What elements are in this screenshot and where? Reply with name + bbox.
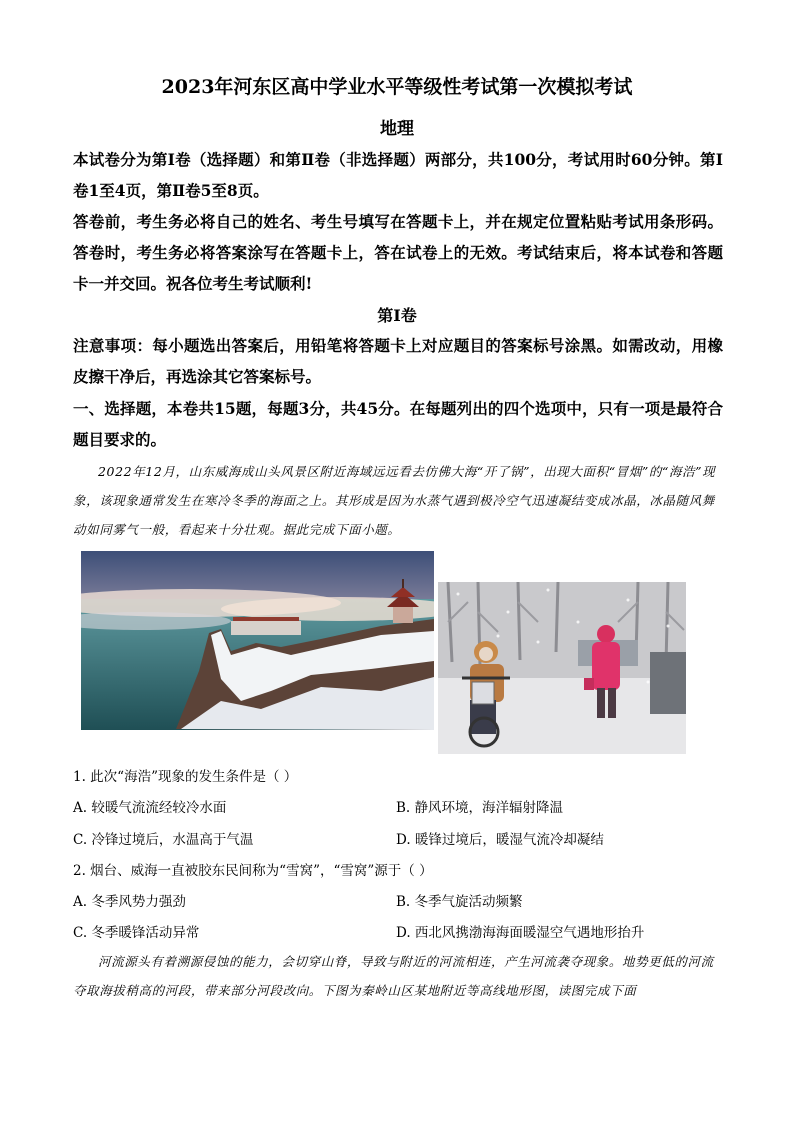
exam-intro-2: 答卷前，考生务必将自己的姓名、考生号填写在答题卡上，并在规定位置粘贴考试用条形码。答卷时，考生务必将答案涂写在答题卡上，答在试卷上的无效。考试结束后，将本试卷和答题卡一并交回。祝各位考生考试顺利! (73, 212, 723, 293)
notice: 注意事项：每小题选出答案后，用铅笔将答题卡上对应题目的答案标号涂黑。如需改动，用橡皮擦干净后，再选涂其它答案标号。 (73, 336, 723, 386)
question-2-option-b[interactable]: B. 冬季气旋活动频繁 (396, 894, 523, 910)
exam-title: 2023年河东区高中学业水平等级性考试第一次模拟考试 (161, 76, 633, 98)
snowstorm-photo (438, 582, 686, 754)
question-1-option-a[interactable]: A. 较暖气流流经较冷水面 (73, 800, 227, 816)
instructions: 一、选择题，本卷共15题，每题3分，共45分。在每题列出的四个选项中，只有一项是最符合题目要求的。 (73, 399, 723, 449)
question-2-option-a[interactable]: A. 冬季风势力强劲 (73, 894, 186, 910)
exam-intro-1: 本试卷分为第Ⅰ卷（选择题）和第Ⅱ卷（非选择题）两部分，共100分，考试用时60分钟。第Ⅰ卷1至4页，第Ⅱ卷5至8页。 (73, 150, 723, 200)
question-1-option-d[interactable]: D. 暖锋过境后，暖湿气流冷却凝结 (396, 832, 604, 848)
question-2-option-c[interactable]: C. 冬季暖锋活动异常 (73, 925, 200, 941)
exam-subject: 地理 (380, 119, 414, 139)
passage-1: 2022年12月，山东威海成山头风景区附近海域远远看去仿佛大海“开了锅”，出现大面积“冒烟”的“海浩”现象，该现象通常发生在寒冷冬季的海面之上。其形成是因为水蒸气遇到极冷空气迅速凝结变成冰晶，冰晶随风舞动如同雾气一般，看起来十分壮观。据此完成下面小题。 (73, 464, 716, 537)
question-1-option-c[interactable]: C. 冷锋过境后，水温高于气温 (73, 832, 254, 848)
question-2-option-d[interactable]: D. 西北风携渤海海面暖湿空气遇地形抬升 (396, 925, 645, 941)
sea-smoke-photo (81, 551, 434, 730)
question-1-stem: 1. 此次“海浩”现象的发生条件是（ ） (73, 769, 298, 785)
question-1-option-b[interactable]: B. 静风环境，海洋辐射降温 (396, 800, 564, 816)
question-2-stem: 2. 烟台、威海一直被胶东民间称为“雪窝”，“雪窝”源于（ ） (73, 863, 433, 879)
section-title: 第Ⅰ卷 (377, 306, 417, 325)
passage-2: 河流源头有着溯源侵蚀的能力，会切穿山脊，导致与附近的河流相连，产生河流袭夺现象。地势更低的河流夺取海拔稍高的河段，带来部分河段改向。下图为秦岭山区某地附近等高线地形图，读图完成下面 (73, 954, 714, 998)
